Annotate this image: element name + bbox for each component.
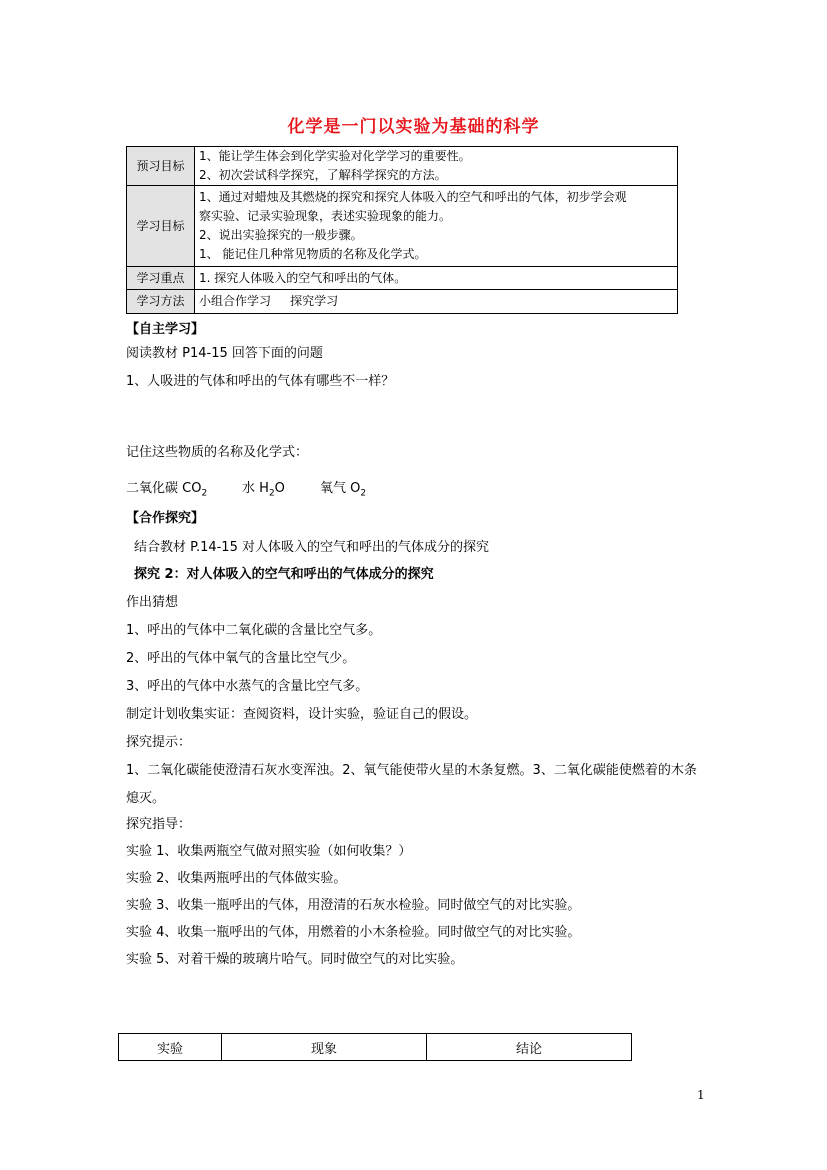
substance-co2 <box>126 477 207 499</box>
content-line: 1. 探究人体吸入的空气和呼出的气体。 <box>199 270 407 285</box>
content-line: 1、 能记住几种常见物质的名称及化学式。 <box>199 247 427 261</box>
row-header: 学习目标 <box>127 186 195 267</box>
page-title: 化学是一门以实验为基础的科学 <box>287 117 540 137</box>
experiment-item: 实验 5、对着干燥的玻璃片哈气。同时做空气的对比实验。 <box>126 952 464 967</box>
hint-line: 1、二氧化碳能使澄清石灰水变浑浊。2、氧气能使带火星的木条复燃。3、二氧化碳能使燃着的木条 <box>126 763 697 778</box>
content-line: 1、能让学生体会到化学实验对化学学习的重要性。 <box>199 149 471 163</box>
column-header: 结论 <box>427 1034 632 1061</box>
formula-subscript: 2 <box>201 488 208 499</box>
hint-heading: 探究提示： <box>126 735 192 750</box>
row-content <box>195 290 678 314</box>
plan-text: 制定计划收集实证：查阅资料，设计实验，验证自己的假设。 <box>126 707 478 722</box>
substance-name: 二氧化碳 <box>126 481 179 496</box>
results-table <box>118 1033 632 1061</box>
experiment-item: 实验 2、收集两瓶呼出的气体做实验。 <box>126 871 347 886</box>
exploration-2-heading: 探究 2：对人体吸入的空气和呼出的气体成分的探究 <box>134 567 434 582</box>
table-header-row <box>119 1034 632 1061</box>
experiment-item: 实验 4、收集一瓶呼出的气体，用燃着的小木条检验。同时做空气的对比实验。 <box>126 925 581 940</box>
substance-o2 <box>320 477 366 499</box>
hypothesis-item: 3、呼出的气体中水蒸气的含量比空气多。 <box>126 679 369 694</box>
hint-line: 熄灭。 <box>126 791 166 806</box>
substance-formula: O <box>350 481 361 496</box>
page-number: 1 <box>697 1088 705 1102</box>
content-line: 1、通过对蜡烛及其燃烧的探究和探究人体吸入的空气和呼出的气体，初步学会观 <box>199 190 627 204</box>
hypothesis-heading: 作出猜想 <box>126 595 179 610</box>
content-line: 2、初次尝试科学探究，了解科学探究的方法。 <box>199 168 447 182</box>
column-header: 现象 <box>222 1034 427 1061</box>
content-line: 小组合作学习 探究学习 <box>199 294 339 308</box>
remember-prompt: 记住这些物质的名称及化学式： <box>126 445 309 460</box>
substance-name: 水 <box>242 481 256 496</box>
goals-table <box>126 146 678 314</box>
row-header: 学习重点 <box>127 267 195 290</box>
hypothesis-item: 2、呼出的气体中氧气的含量比空气少。 <box>126 651 356 666</box>
formula-subscript: 2 <box>268 488 275 499</box>
row-content <box>195 186 678 267</box>
row-header: 预习目标 <box>127 147 195 186</box>
question-1: 1、人吸进的气体和呼出的气体有哪些不一样？ <box>126 374 395 389</box>
reading-instruction: 阅读教材 P14-15 回答下面的问题 <box>126 346 323 361</box>
hypothesis-item: 1、呼出的气体中二氧化碳的含量比空气多。 <box>126 623 382 638</box>
content-line: 2、说出实验探究的一般步骤。 <box>199 228 363 242</box>
table-row <box>127 267 678 290</box>
row-header: 学习方法 <box>127 290 195 314</box>
substance-formula: CO <box>182 481 202 496</box>
formula-subscript: 2 <box>360 488 367 499</box>
table-row <box>127 147 678 186</box>
section-heading-self-study: 【自主学习】 <box>126 322 205 337</box>
substance-formula: H <box>259 481 269 496</box>
column-header: 实验 <box>119 1034 222 1061</box>
substance-h2o <box>242 477 285 499</box>
table-row <box>127 290 678 314</box>
guide-heading: 探究指导： <box>126 817 192 832</box>
formula-tail: O <box>274 481 285 496</box>
cooperative-intro: 结合教材 P.14-15 对人体吸入的空气和呼出的气体成分的探究 <box>134 540 489 555</box>
experiment-item: 实验 3、收集一瓶呼出的气体，用澄清的石灰水检验。同时做空气的对比实验。 <box>126 898 581 913</box>
row-content <box>195 267 678 290</box>
experiment-item: 实验 1、收集两瓶空气做对照实验（如何收集？） <box>126 844 412 859</box>
content-line: 察实验、记录实验现象，表述实验现象的能力。 <box>199 209 452 223</box>
section-heading-cooperative: 【合作探究】 <box>126 511 205 526</box>
table-row <box>127 186 678 267</box>
substance-name: 氧气 <box>320 481 347 496</box>
row-content <box>195 147 678 186</box>
